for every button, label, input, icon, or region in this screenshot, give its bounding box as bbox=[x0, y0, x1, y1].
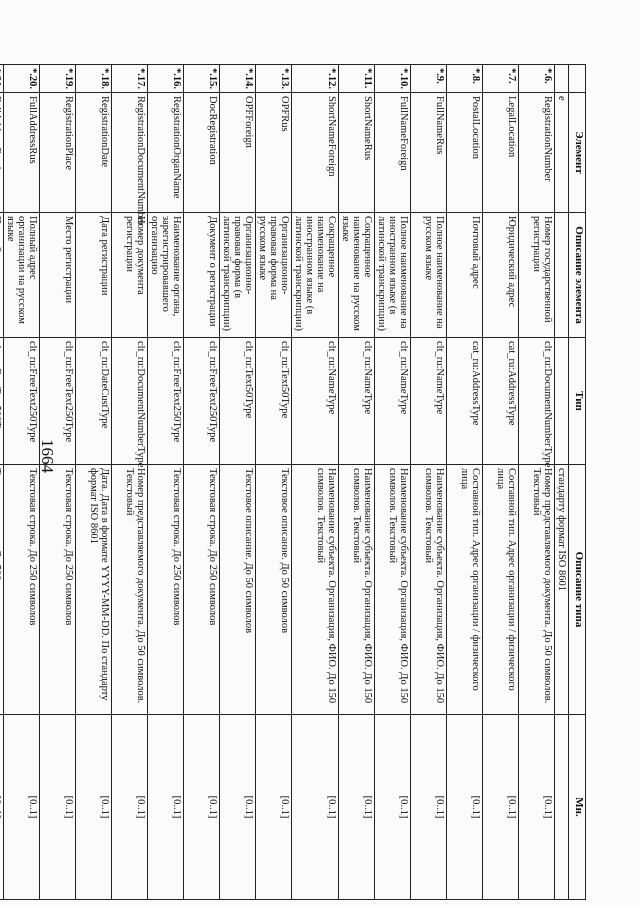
element-name: RegistrationOrganName bbox=[147, 93, 183, 213]
row-number: *.16. bbox=[147, 65, 183, 93]
element-description: Номер государственной регистрации bbox=[518, 213, 554, 338]
element-description: Место регистрации bbox=[39, 213, 75, 338]
type-name: clt_ru:FreeText250Type bbox=[39, 338, 75, 465]
type-description: Текстовое описание. До 50 символов bbox=[255, 465, 291, 715]
element-description: Организационно-правовая форма (в латинской транскрипции) bbox=[219, 213, 255, 338]
continuation-mn bbox=[554, 715, 568, 900]
multiplicity: [0..1] bbox=[482, 715, 518, 900]
type-name: clt_ru:DocumentNumberType bbox=[518, 338, 554, 465]
element-description: Дата регистрации bbox=[75, 213, 111, 338]
table-row bbox=[446, 65, 482, 900]
element-name: ShortNameRus bbox=[338, 93, 374, 213]
element-name: FullNameForeign bbox=[374, 93, 410, 213]
header-element-desc: Описание элемента bbox=[569, 213, 586, 338]
type-description bbox=[0, 465, 3, 715]
table-row bbox=[338, 65, 374, 900]
continuation-desc bbox=[554, 213, 568, 338]
table-row bbox=[410, 65, 446, 900]
row-number: *.12. bbox=[291, 65, 338, 93]
page-number: 1664 bbox=[38, 439, 57, 473]
header-type: Тип bbox=[569, 338, 586, 465]
type-description: Текстовая строка. До 250 символов bbox=[183, 465, 219, 715]
element-description: Полный адрес организации на русском языке bbox=[3, 213, 39, 338]
table-row bbox=[3, 65, 39, 900]
table-row bbox=[111, 65, 147, 900]
type-description: Составной тип. Адрес организации / физического лица bbox=[482, 465, 518, 715]
element-name: FullNameRus bbox=[410, 93, 446, 213]
element-name: DocRegistration bbox=[183, 93, 219, 213]
multiplicity: [0..1] bbox=[111, 715, 147, 900]
multiplicity: [0..1] bbox=[255, 715, 291, 900]
multiplicity: [0..1] bbox=[410, 715, 446, 900]
table-row bbox=[147, 65, 183, 900]
table-row bbox=[183, 65, 219, 900]
type-description: Наименование субъекта. Организация, ФИО. До 150 символов. Текстовый bbox=[410, 465, 446, 715]
type-description: Номер представляемого документа. До 50 символов. Текстовый bbox=[111, 465, 147, 715]
type-description: Наименование субъекта. Организация, ФИО. До 150 символов. Текстовый bbox=[291, 465, 338, 715]
element-name: RegistrationDate bbox=[75, 93, 111, 213]
row-number: *.10. bbox=[374, 65, 410, 93]
multiplicity: [0..1] bbox=[446, 715, 482, 900]
row-number: *.13. bbox=[255, 65, 291, 93]
element-description: Номер документа регистрации bbox=[111, 213, 147, 338]
header-row bbox=[569, 65, 586, 900]
type-name: clt_ru:DocumentNumberType bbox=[111, 338, 147, 465]
row-number: *.14. bbox=[219, 65, 255, 93]
element-name: ShortNameForeign bbox=[291, 93, 338, 213]
element-description: Юридический адрес bbox=[482, 213, 518, 338]
type-description: Номер представляемого документа. До 50 символов. Текстовый bbox=[518, 465, 554, 715]
type-name: clt_ru:NameType bbox=[374, 338, 410, 465]
element-name: OPFForeign bbox=[219, 93, 255, 213]
row-number: *.7. bbox=[482, 65, 518, 93]
table-row bbox=[39, 65, 75, 900]
header-type-desc: Описание типа bbox=[569, 465, 586, 715]
element-description: Документ о регистрации bbox=[183, 213, 219, 338]
type-description: Составной тип. Адрес организации / физического лица bbox=[446, 465, 482, 715]
multiplicity: [0..1] bbox=[39, 715, 75, 900]
element-name bbox=[0, 93, 3, 213]
element-description bbox=[0, 213, 3, 338]
table-row bbox=[75, 65, 111, 900]
type-name: clt_ru:NameType bbox=[291, 338, 338, 465]
type-name: cat_ru:AddressType bbox=[482, 338, 518, 465]
element-description: Сокращенное наименование на иностранном языке (в латинской транскрипции) bbox=[291, 213, 338, 338]
element-description: Почтовый адрес bbox=[446, 213, 482, 338]
element-name: RegistrationNumber bbox=[518, 93, 554, 213]
row-number: *.11. bbox=[338, 65, 374, 93]
row-number: *.19. bbox=[39, 65, 75, 93]
row-number: *.18. bbox=[75, 65, 111, 93]
multiplicity: [0..1] bbox=[374, 715, 410, 900]
element-name: PostalLocation bbox=[446, 93, 482, 213]
element-description: Полное наименование на русском языке bbox=[410, 213, 446, 338]
type-name: clt_ru:Text50Type bbox=[255, 338, 291, 465]
multiplicity: [0..1] bbox=[338, 715, 374, 900]
type-description: Текстовая строка. До 250 символов bbox=[39, 465, 75, 715]
table-row bbox=[219, 65, 255, 900]
document-table bbox=[0, 64, 586, 900]
type-name: clt_ru:Text50Type bbox=[219, 338, 255, 465]
element-description: Наименование органа, зарегистрировавшего организацию bbox=[147, 213, 183, 338]
multiplicity: [0..1] bbox=[219, 715, 255, 900]
continuation-row bbox=[554, 65, 568, 900]
header-mn: Мн. bbox=[569, 715, 586, 900]
table-row bbox=[374, 65, 410, 900]
table-row bbox=[291, 65, 338, 900]
element-name: OPFRus bbox=[255, 93, 291, 213]
continuation-type bbox=[554, 338, 568, 465]
multiplicity: [0..1] bbox=[75, 715, 111, 900]
multiplicity: [0..1] bbox=[3, 715, 39, 900]
continuation-type-desc: стандарту формат ISO 8601 bbox=[554, 465, 568, 715]
row-number: *.20. bbox=[3, 65, 39, 93]
table-row bbox=[482, 65, 518, 900]
multiplicity: [0..1] bbox=[147, 715, 183, 900]
type-name: clt_ru:FreeText250Type bbox=[183, 338, 219, 465]
type-description: Наименование субъекта. Организация, ФИО. До 150 символов. Текстовый bbox=[338, 465, 374, 715]
element-description: Организационно-правовая форма на русском языке bbox=[255, 213, 291, 338]
row-number: *.6. bbox=[518, 65, 554, 93]
row-number: *.9. bbox=[410, 65, 446, 93]
table-row bbox=[0, 65, 3, 900]
element-description: Полное наименование на иностранном языке (в латинской транскрипции) bbox=[374, 213, 410, 338]
type-name: clt_ru:FreeText250Type bbox=[147, 338, 183, 465]
element-name: RegistrationDocumentNumber bbox=[111, 93, 147, 213]
type-description: Дата. Дата в формате YYYY-MM-DD. По стандарту формат ISO 8601 bbox=[75, 465, 111, 715]
element-description: Сокращенное наименование на русском языке bbox=[338, 213, 374, 338]
row-number bbox=[0, 65, 3, 93]
multiplicity: [0..1] bbox=[518, 715, 554, 900]
continuation-element: e bbox=[554, 93, 568, 213]
type-name: clt_ru:NameType bbox=[338, 338, 374, 465]
multiplicity: [0..1] bbox=[183, 715, 219, 900]
table-row bbox=[518, 65, 554, 900]
row-number: *.15. bbox=[183, 65, 219, 93]
type-description: Наименование субъекта. Организация, ФИО. До 150 символов. Текстовый bbox=[374, 465, 410, 715]
header-num-cell bbox=[569, 65, 586, 93]
element-name: LegalLocation bbox=[482, 93, 518, 213]
type-description: Текстовая строка. До 250 символов bbox=[147, 465, 183, 715]
type-name: clt_ru:DateCustType bbox=[75, 338, 111, 465]
multiplicity bbox=[0, 715, 3, 900]
table-row bbox=[255, 65, 291, 900]
type-name: clt_ru:NameType bbox=[410, 338, 446, 465]
type-description: Текстовое описание. До 50 символов bbox=[219, 465, 255, 715]
multiplicity: [0..1] bbox=[291, 715, 338, 900]
continuation-num bbox=[554, 65, 568, 93]
type-name bbox=[0, 338, 3, 465]
type-name: cat_ru:AddressType bbox=[446, 338, 482, 465]
type-name: clt_ru:FreeText250Type bbox=[3, 338, 39, 465]
row-number: *.8. bbox=[446, 65, 482, 93]
element-name: FullAddressRus bbox=[3, 93, 39, 213]
row-number: *.17. bbox=[111, 65, 147, 93]
header-element: Элемент bbox=[569, 93, 586, 213]
type-description: Текстовая строка. До 250 символов bbox=[3, 465, 39, 715]
element-name: RegistrationPlace bbox=[39, 93, 75, 213]
